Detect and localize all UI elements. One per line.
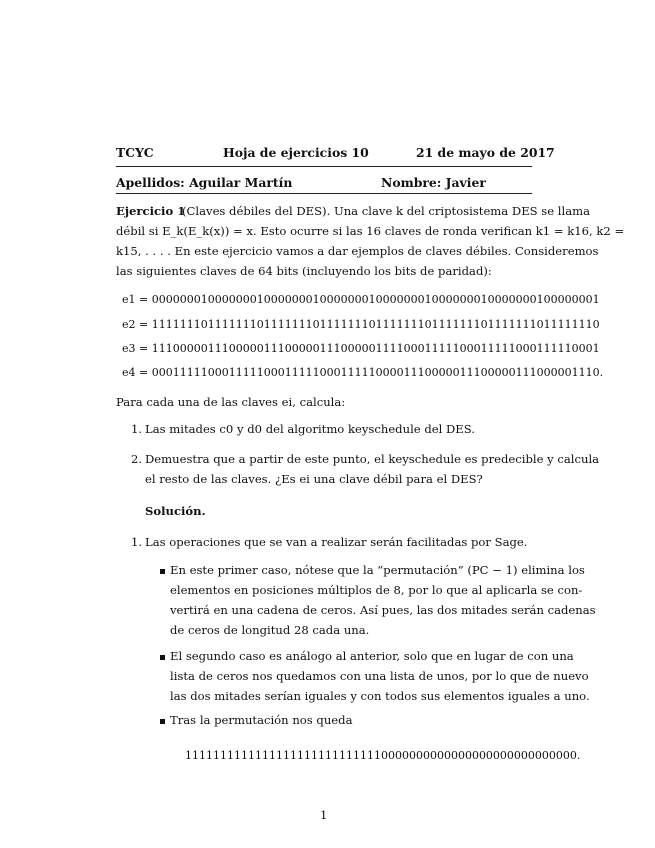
task-number: 2. [131,452,143,466]
exercise-intro-line: (Claves débiles del DES). Una clave k del criptosistema DES se llama [182,204,591,218]
permutation-result: 11111111111111111111111111110000000000000000000000000000. [185,749,581,762]
bullet-text: El segundo caso es análogo al anterior, solo que en lugar de con una [170,649,574,663]
solution-title: Solución. [145,504,206,518]
task-number: 1. [131,422,143,436]
key-e1: e1 = 0000000100000001000000010000000100000001000000010000000100000001 [122,293,600,306]
sheet-date: 21 de mayo de 2017 [416,145,555,160]
header-rule [116,166,532,167]
bullet-text: las dos mitades serían iguales y con todos sus elementos iguales a uno. [170,689,590,703]
bullet-text: vertirá en una cadena de ceros. Así pues, las dos mitades serán cadenas [170,603,596,617]
task-text: Demuestra que a partir de este punto, el keyschedule es predecible y calcula [145,452,600,466]
exercise-label: Ejercicio 1 [116,204,186,218]
key-e2: e2 = 1111111011111110111111101111111011111110111111101111111011111110 [122,318,600,331]
key-e3: e3 = 1110000011100000111000001110000011110001111100011111000111110001 [122,342,600,355]
bullet-text: elementos en posiciones múltiplos de 8, por lo que al aplicarla se con- [170,583,583,597]
key-e4: e4 = 0001111100011111000111110001111100001110000011100000111000001110. [122,366,604,379]
bullet-text: En este primer caso, nótese que la “permutación” (PC − 1) elimina los [170,563,585,577]
student-surname: Apellidos: Aguilar Martín [116,175,293,190]
bullet-text: de ceros de longitud 28 cada una. [170,623,370,637]
name-rule [116,193,532,194]
exercise-prompt: Para cada una de las claves ei, calcula: [116,395,346,409]
bullet-text: Tras la permutación nos queda [170,713,353,727]
solution-item-number: 1. [131,535,143,549]
sheet-title: Hoja de ejercicios 10 [223,145,369,160]
bullet-marker [160,655,165,660]
course-title: TCYC [116,145,154,160]
bullet-text: lista de ceros nos quedamos con una lista de unos, por lo que de nuevo [170,669,589,683]
student-name: Nombre: Javier [381,175,486,190]
bullet-marker [160,719,165,724]
bullet-marker [160,569,165,574]
exercise-intro-line: las siguientes claves de 64 bits (incluyendo los bits de paridad): [116,264,492,278]
task-text: Las mitades c0 y d0 del algoritmo keyschedule del DES. [145,422,475,436]
page-number: 1 [320,808,328,822]
task-text: el resto de las claves. ¿Es ei una clave débil para el DES? [145,472,483,486]
exercise-intro-line: débil si E_k(E_k(x)) = x. Esto ocurre si las 16 claves de ronda verifican k1 = k16, k2 = [116,224,625,238]
solution-item-text: Las operaciones que se van a realizar serán facilitadas por Sage. [145,535,528,549]
exercise-intro-line: k15, . . . . En este ejercicio vamos a dar ejemplos de claves débiles. Consideremos [116,244,599,258]
